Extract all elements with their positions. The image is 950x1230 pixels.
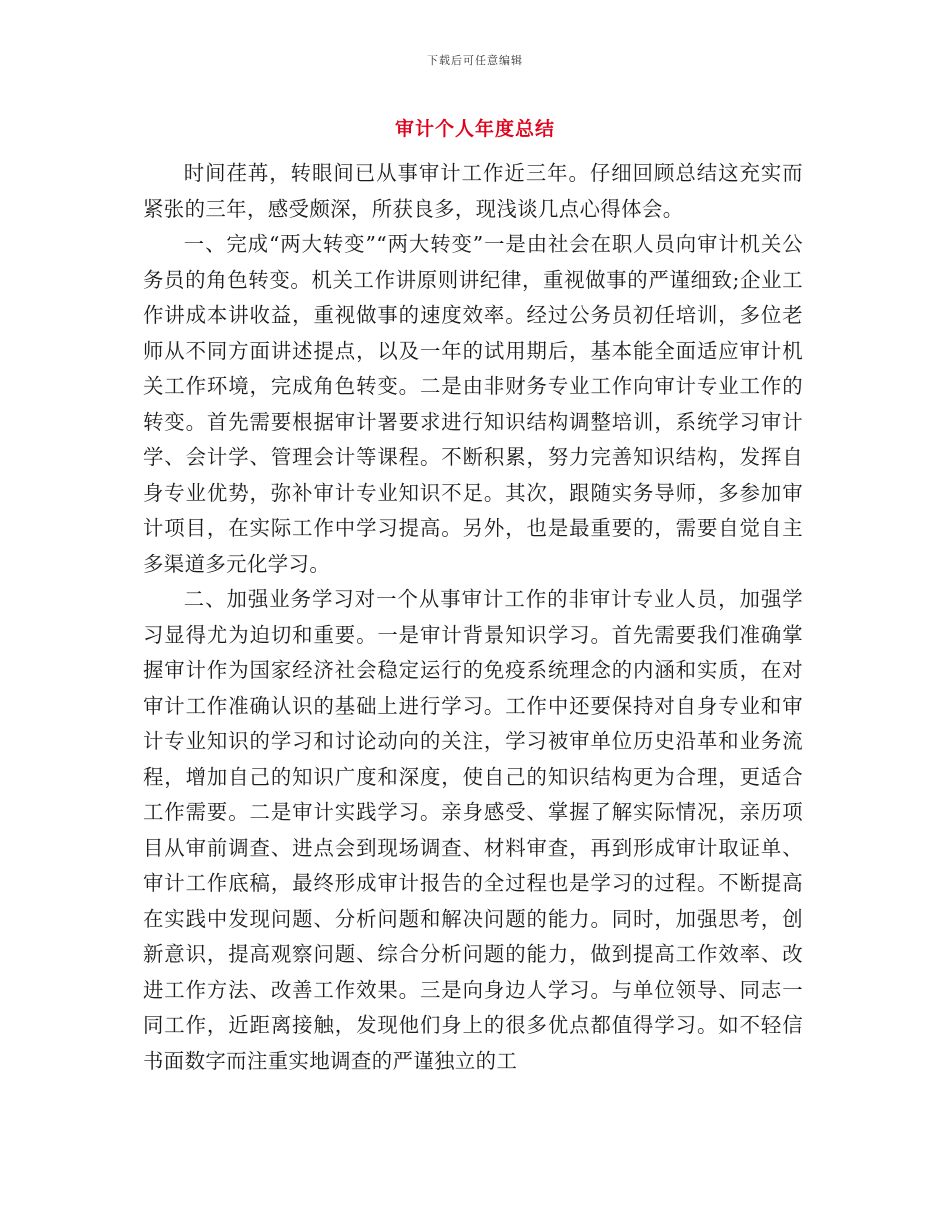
document-body bbox=[143, 156, 803, 1079]
document-title: 审计个人年度总结 bbox=[394, 118, 555, 140]
paragraph-section-one: 一、完成“两大转变”“两大转变”一是由社会在职人员向审计机关公务员的角色转变。机关工作讲原则讲纪律，重视做事的严谨细致;企业工作讲成本讲收益，重视做事的速度效率。经过公务员初任培训，多位老师从不同方面讲述提点，以及一年的试用期后，基本能全面适应审计机关工作环境，完成角色转变。二是由非财务专业工作向审计专业工作的转变。首先需要根据审计署要求进行知识结构调整培训，系统学习审计学、会计学、管理会计等课程。不断积累，努力完善知识结构，发挥自身专业优势，弥补审计专业知识不足。其次，跟随实务导师，多参加审计项目，在实际工作中学习提高。另外，也是最重要的，需要自觉自主多渠道多元化学习。 bbox=[143, 232, 803, 576]
header-note: 下载后可任意编辑 bbox=[427, 54, 523, 67]
paragraph-intro: 时间荏苒，转眼间已从事审计工作近三年。仔细回顾总结这充实而紧张的三年，感受颇深，所获良多，现浅谈几点心得体会。 bbox=[143, 161, 803, 221]
paragraph-section-two: 二、加强业务学习对一个从事审计工作的非审计专业人员，加强学习显得尤为迫切和重要。一是审计背景知识学习。首先需要我们准确掌握审计作为国家经济社会稳定运行的免疫系统理念的内涵和实质，在对审计工作准确认识的基础上进行学习。工作中还要保持对自身专业和审计专业知识的学习和讨论动向的关注，学习被审单位历史沿革和业务流程，增加自己的知识广度和深度，使自己的知识结构更为合理，更适合工作需要。二是审计实践学习。亲身感受、掌握了解实际情况，亲历项目从审前调查、进点会到现场调查、材料审查，再到形成审计取证单、审计工作底稿，最终形成审计报告的全过程也是学习的过程。不断提高在实践中发现问题、分析问题和解决问题的能力。同时，加强思考，创新意识，提高观察问题、综合分析问题的能力，做到提高工作效率、改进工作方法、改善工作效果。三是向身边人学习。与单位领导、同志一同工作，近距离接触，发现他们身上的很多优点都值得学习。如不轻信书面数字而注重实地调查的严谨独立的工 bbox=[143, 587, 803, 1073]
